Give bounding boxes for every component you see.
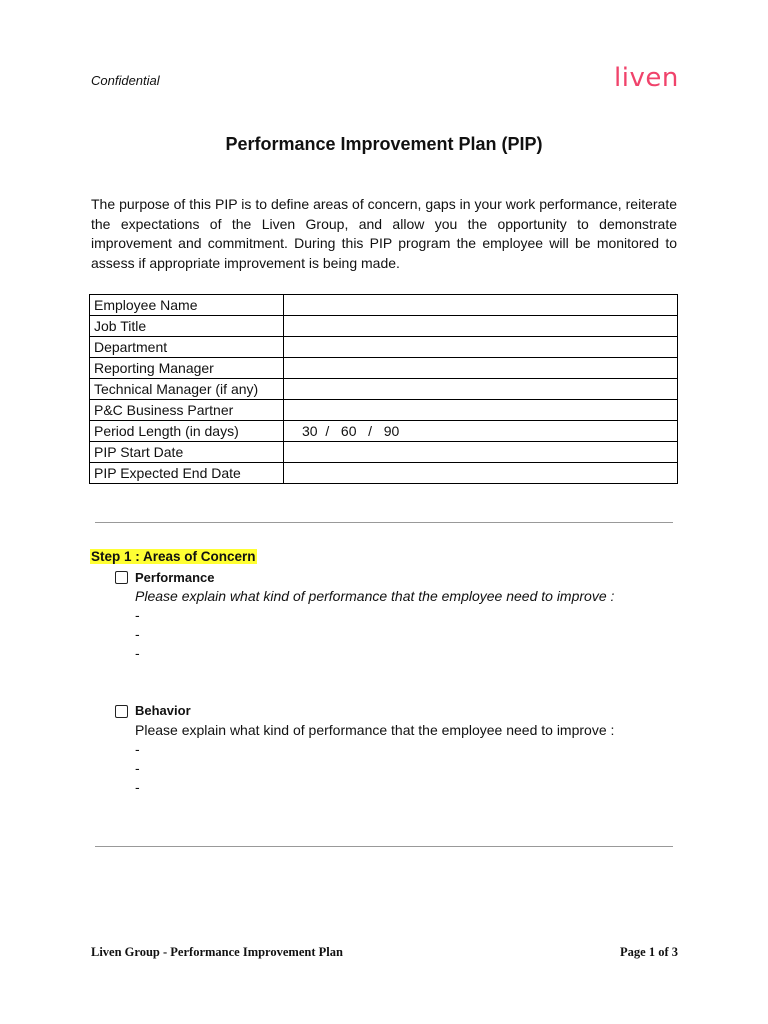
row-value[interactable] <box>284 358 678 379</box>
table-row <box>90 316 678 337</box>
behavior-checkbox[interactable] <box>115 705 128 718</box>
row-value[interactable] <box>284 316 678 337</box>
document-title: Performance Improvement Plan (PIP) <box>225 134 543 154</box>
row-value[interactable] <box>284 379 678 400</box>
bullet-dash[interactable]: - <box>135 779 140 795</box>
row-value[interactable] <box>284 463 678 484</box>
table-row <box>90 295 678 316</box>
behavior-label: Behavior <box>135 703 191 718</box>
row-label: Employee Name <box>90 295 284 316</box>
table-row <box>90 463 678 484</box>
row-label: Technical Manager (if any) <box>90 379 284 400</box>
section-divider <box>95 522 673 523</box>
row-label: P&C Business Partner <box>90 400 284 421</box>
bullet-dash[interactable]: - <box>135 645 140 661</box>
bullet-dash[interactable]: - <box>135 741 140 757</box>
row-label: Department <box>90 337 284 358</box>
footer-document-name: Liven Group - Performance Improvement Plan <box>91 945 343 959</box>
table-row <box>90 421 678 442</box>
confidential-label: Confidential <box>91 73 160 88</box>
employee-info-table <box>89 294 678 484</box>
row-label: PIP Expected End Date <box>90 463 284 484</box>
row-label: Period Length (in days) <box>90 421 284 442</box>
bullet-dash[interactable]: - <box>135 607 140 623</box>
row-label: Reporting Manager <box>90 358 284 379</box>
row-value[interactable] <box>284 295 678 316</box>
performance-label: Performance <box>135 570 215 585</box>
behavior-description: Please explain what kind of performance that the employee need to improve : <box>135 722 615 738</box>
table-row <box>90 337 678 358</box>
row-label: PIP Start Date <box>90 442 284 463</box>
bullet-dash[interactable]: - <box>135 760 140 776</box>
performance-checkbox[interactable] <box>115 571 128 584</box>
row-label: Job Title <box>90 316 284 337</box>
period-length-value[interactable]: 30 / 60 / 90 <box>284 421 678 442</box>
row-value[interactable] <box>284 400 678 421</box>
step1-heading: Step 1 : Areas of Concern <box>91 549 256 564</box>
table-row <box>90 442 678 463</box>
row-value[interactable] <box>284 337 678 358</box>
row-value[interactable] <box>284 442 678 463</box>
table-row <box>90 358 678 379</box>
table-row <box>90 379 678 400</box>
liven-logo: liven <box>614 63 679 93</box>
section-divider <box>95 846 673 847</box>
intro-paragraph: The purpose of this PIP is to define areas of concern, gaps in your work performance, reiterate the expectations of the Liven Group, and allow you the opportunity to demonstrate improvement and commitment. During this PIP program the employee will be monitored to assess if appropriate improvement is being made. <box>91 196 677 271</box>
performance-description: Please explain what kind of performance that the employee need to improve : <box>135 588 615 604</box>
footer-page-number: Page 1 of 3 <box>620 945 678 959</box>
bullet-dash[interactable]: - <box>135 626 140 642</box>
table-row <box>90 400 678 421</box>
